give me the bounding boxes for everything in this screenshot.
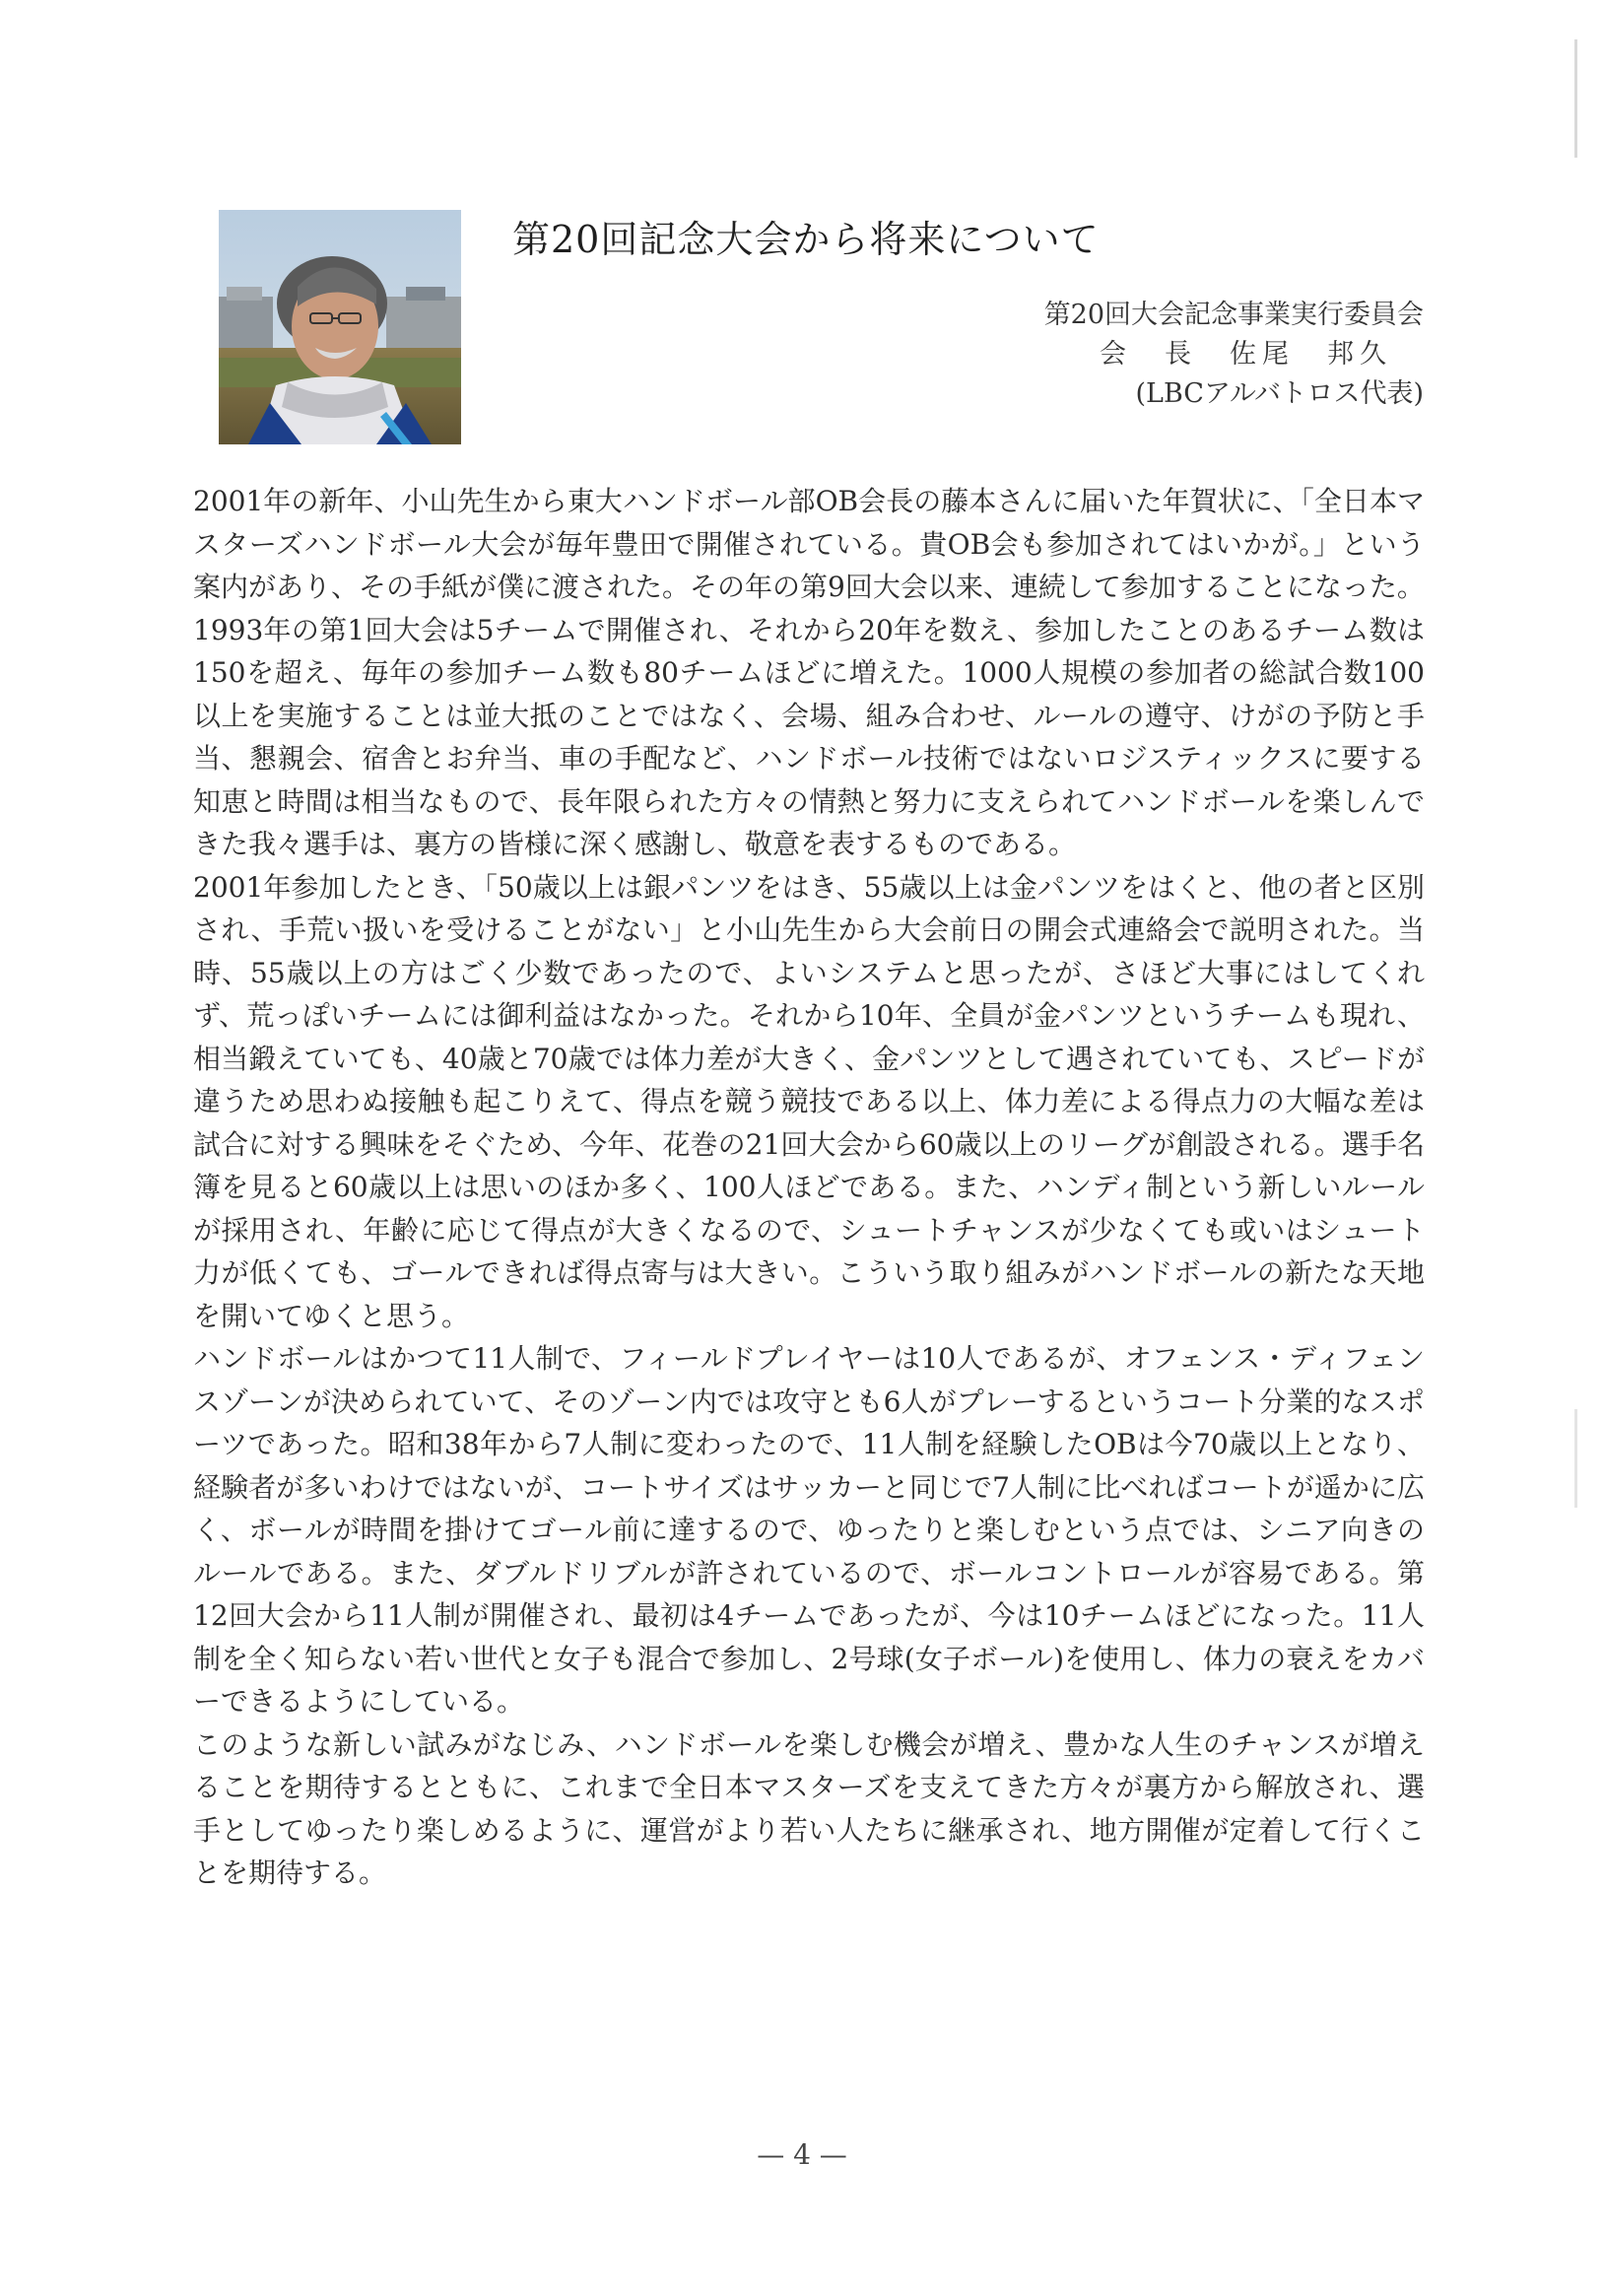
article-body: [193, 480, 1425, 1895]
scan-edge-mark: [1574, 39, 1577, 158]
portrait-photo: [219, 210, 461, 444]
page-number: — 4 —: [757, 2138, 847, 2171]
paragraph: 2001年の新年、小山先生から東大ハンドボール部OB会長の藤本さんに届いた年賀状に、「全日本マスターズハンドボール大会が毎年豊田で開催されている。貴OB会も参加されてはいかが。」という案内があり、その手紙が僕に渡された。その年の第9回大会以来、連続して参加することになった。: [193, 485, 1425, 603]
paragraph: 1993年の第1回大会は5チームで開催され、それから20年を数え、参加したことのあるチーム数は150を超え、毎年の参加チーム数も80チームほどに増えた。1000人規模の参加者の総試合数100以上を実施することは並大抵のことではなく、会場、組み合わせ、ルールの遵守、けがの予防と手当、懇親会、宿舎とお弁当、車の手配など、ハンドボール技術ではないロジスティックスに要する知恵と時間は相当なもので、長年限られた方々の情熱と努力に支えられてハンドボールを楽しんできた我々選手は、裏方の皆様に深く感謝し、敬意を表するものである。: [193, 613, 1425, 860]
paragraph: 2001年参加したとき、「50歳以上は銀パンツをはき、55歳以上は金パンツをはくと、他の者と区別され、手荒い扱いを受けることがない」と小山先生から大会前日の開会式連絡会で説明された。当時、55歳以上の方はごく少数であったので、よいシステムと思ったが、さほど大事にはしてくれず、荒っぽいチームには御利益はなかった。それから10年、全員が金パンツというチームも現れ、相当鍛えていても、40歳と70歳では体力差が大きく、金パンツとして遇されていても、スピードが違うため思わぬ接触も起こりえて、得点を競う競技である以上、体力差による得点力の大幅な差は試合に対する興味をそぐため、今年、花巻の21回大会から60歳以上のリーグが創設される。選手名簿を見ると60歳以上は思いのほか多く、100人ほどである。また、ハンディ制という新しいルールが採用され、年齢に応じて得点が大きくなるので、シュートチャンスが少なくても或いはシュート力が低くても、ゴールできれば得点寄与は大きい。こういう取り組みがハンドボールの新たな天地を開いてゆくと思う。: [193, 870, 1425, 1332]
author-name: 会 長 佐尾 邦久: [1100, 339, 1392, 370]
scan-edge-mark: [1574, 1409, 1577, 1508]
paragraph: ハンドボールはかつて11人制で、フィールドプレイヤーは10人であるが、オフェンス・ディフェンスゾーンが決められていて、そのゾーン内では攻守とも6人がプレーするというコート分業的なスポーツであった。昭和38年から7人制に変わったので、11人制を経験したOBは今70歳以上となり、経験者が多いわけではないが、コートサイズはサッカーと同じで7人制に比べればコートが遥かに広く、ボールが時間を掛けてゴール前に達するので、ゆったりと楽しむという点では、シニア向きのルールである。また、ダブルドリブルが許されているので、ボールコントロールが容易である。第12回大会から11人制が開催され、最初は4チームであったが、今は10チームほどになった。11人制を全く知らない若い世代と女子も混合で参加し、2号球(女子ボール)を使用し、体力の衰えをカバーできるようにしている。: [193, 1342, 1425, 1718]
author-affiliation: (LBCアルバトロス代表): [1135, 378, 1424, 409]
portrait-photo-icon: [219, 210, 461, 444]
paragraph: このような新しい試みがなじみ、ハンドボールを楽しむ機会が増え、豊かな人生のチャンスが増えることを期待するとともに、これまで全日本マスターズを支えてきた方々が裏方から解放され、選手としてゆったり楽しめるように、運営がより若い人たちに継承され、地方開催が定着して行くことを期待する。: [193, 1727, 1425, 1889]
author-block: [1044, 296, 1424, 414]
page-title: 第20回記念大会から将来について: [512, 218, 1100, 261]
author-organization: 第20回大会記念事業実行委員会: [1043, 300, 1424, 330]
